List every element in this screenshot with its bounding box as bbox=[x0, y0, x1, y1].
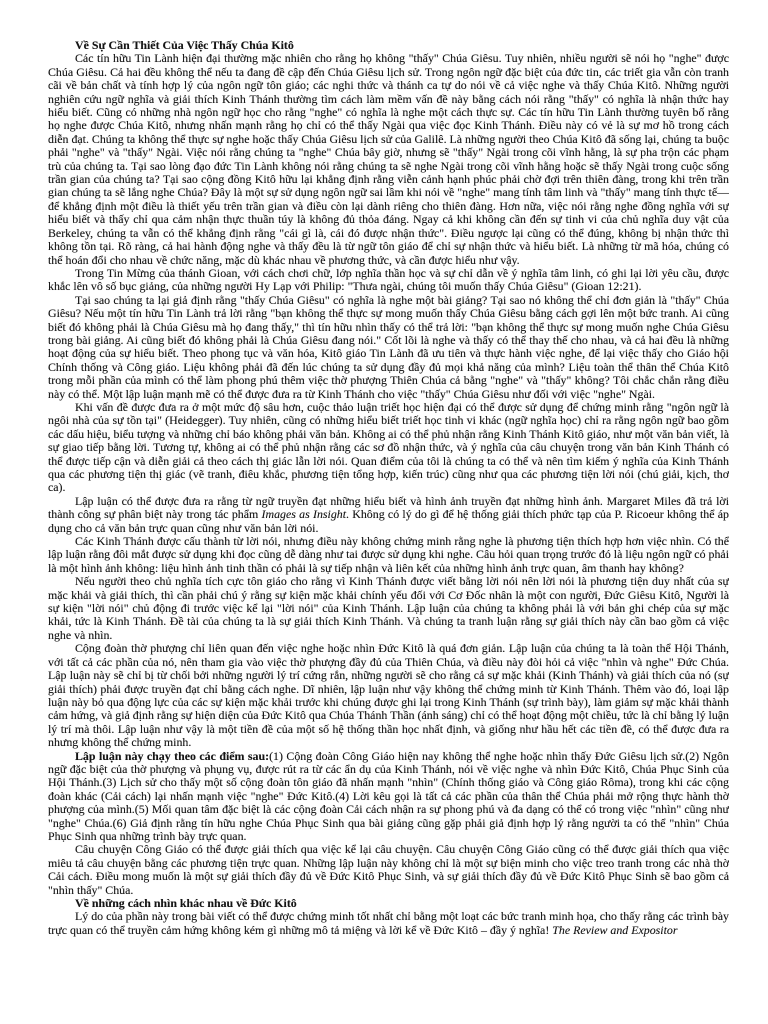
paragraph-text: (1) Cộng đoàn Công Giáo hiện nay không thể nghe hoặc nhìn thấy Đức Giêsu lịch sử.(2) Ngôn ngữ đặc biệt của thờ phượng và phụng vụ, được rút ra từ các ẩn dụ của Kinh Thánh, nói về việc nghe và nhìn Đức Kitô, Chúa Phục Sinh của Hội Thánh.(3) Lịch sử cho thấy một số cộng đoàn tôn giáo đã nhấn mạnh "nhìn" (Chính thống giáo và Công giáo Rôma), trong khi các cộng đoàn khác (Cải cách) lại nhấn mạnh việc "nghe" Đức Kitô.(4) Lời kêu gọi là tất cả các phần của thân thể Chúa phải mở rộng thực hành thờ phượng của mình.(5) Mối quan tâm đặc biệt là các cộng đoàn Cải cách nhận ra sự phong phú và đa dạng có thể có trong việc "nhìn" cũng như "nghe" Chúa.(6) Giả định rằng tín hữu nghe Chúa Phục Sinh qua bài giảng cũng gặp phải giả định hợp lý rằng người ta có thể "nhìn" Chúa Phục Sinh qua những trình bày trực quan. bbox=[48, 748, 729, 843]
paragraph bbox=[48, 495, 729, 535]
journal-title: The Review and Expositor bbox=[552, 922, 678, 937]
paragraph: Câu chuyện Công Giáo có thể được giải thích qua việc kể lại câu chuyện. Câu chuyện Công Giáo cũng có thể được giải thích qua việc miêu tả câu chuyện bằng các phương tiện trực quan. Những lập luận này không chỉ là một sự biện minh cho việc treo tranh trong các nhà thờ Cải cách. Điều mong muốn là một sự giải thích đầy đủ về Đức Kitô Phục Sinh, và sự giải thích đầy đủ về Đức Kitô Phục Sinh sẽ bao gồm cả "nhìn thấy" Chúa. bbox=[48, 842, 729, 897]
paragraph-lead: Lập luận này chạy theo các điểm sau: bbox=[75, 748, 270, 763]
paragraph-text: . Không có lý do gì để hệ thống giải thích phức tạp của P. Ricoeur không thể áp dụng cho cả văn bản trực quan cũng như văn bản lời nói. bbox=[48, 507, 729, 535]
article-body bbox=[48, 39, 729, 937]
section-heading: Về những cách nhìn khác nhau về Đức Kitô bbox=[75, 896, 297, 910]
paragraph bbox=[48, 750, 729, 844]
paragraph: Tại sao chúng ta lại giả định rằng "thấy Chúa Giêsu" có nghĩa là nghe một bài giảng? Tại sao nó không thể chỉ đơn giản là "thấy" Chúa Giêsu? Nếu một tín hữu Tin Lành trả lời rằng "bạn không thể thực sự mong muốn thấy Chúa Giêsu bằng cách gợi lên một bức tranh. Ai cũng biết đó không phải là Chúa Giêsu mà họ đang thấy," thì tín hữu nhìn thấy có thể trả lời: "bạn không thể thực sự mong muốn nghe Chúa Giêsu trong bài giảng. Ai cũng biết đó không phải là Chúa Giêsu đang nói." Cốt lõi là nghe và thấy có thể thay thế cho nhau, và cả hai đều là những hoạt động của sự hiểu biết. Theo phong tục và văn hóa, Kitô giáo Tin Lành đã ưu tiên và thực hành việc nghe, để lại việc thấy cho Giáo hội Chính thống và Công giáo. Liệu không phải đã đến lúc chúng ta sử dụng đầy đủ mọi khả năng của mình? Liệu toàn thể thân thể Chúa Kitô trong mỗi phần của mình có thể làm phong phú thêm việc thờ phượng Thiên Chúa cả bằng "nghe" và "thấy" không? Tôi chắc chắn rằng điều này có thể. Một lập luận mạnh mẽ có thể được đưa ra từ Kinh Thánh cho việc "thấy" Chúa Giêsu như đối với việc "nghe" Ngài. bbox=[48, 292, 729, 401]
paragraph-text: Lập luận có thể được đưa ra rằng từ ngữ truyền đạt những hiểu biết và hình ảnh truyền đạt những hình ảnh. Margaret Miles đã trả lời thành công sự phân biệt này trong tác phẩm bbox=[48, 493, 729, 522]
paragraph: Trong Tin Mừng của thánh Gioan, với cách chơi chữ, lớp nghĩa thần học và sự chỉ dẫn về ý nghĩa tâm linh, có ghi lại lời yêu cầu, được khắc lên vô số bục giảng, của những người Hy Lạp với Philip: "Thưa ngài, chúng tôi muốn thấy Chúa Giêsu" (Gioan 12:21). bbox=[48, 265, 729, 294]
paragraph: Cộng đoàn thờ phượng chỉ liên quan đến việc nghe hoặc nhìn Đức Kitô là quá đơn giản. Lập luận của chúng ta là toàn thể Hội Thánh, với tất cả các phần của nó, nên tham gia vào việc thờ phượng đầy đủ của Thiên Chúa, và điều này đòi hỏi cả việc "nhìn và nghe" Đức Chúa. Lập luận này sẽ chỉ bị từ chối bởi những người lý trí cứng rắn, những người sẽ cho rằng cả sự mặc khải (Kinh Thánh) và giải thích của nó (sự giải thích) phải được truyền đạt chỉ bằng cách nghe. Dĩ nhiên, lập luận như vậy không thể chứng minh từ Kinh Thánh. Thêm vào đó, loại lập luận này bỏ qua động lực của các sự kiện mặc khải trước khi chúng được ghi lại trong Kinh Thánh (sự trình bày), làm giảm sự mặc khải thành cảm hứng, và giả định rằng sự hiện diện của Đức Kitô qua Chúa Thánh Thần (ánh sáng) chỉ có thể hoạt động một chiều, tức là chỉ bằng lý luận lý trí mà thôi. Lập luận như vậy là một tiền đề của một số hệ thống thần học nhất định, và giống như hầu hết các tiền đề, có thể được đưa ra nhưng không thể chứng minh. bbox=[48, 641, 729, 750]
paragraph: Các Kinh Thánh được cấu thành từ lời nói, nhưng điều này không chứng minh rằng nghe là phương tiện thích hợp hơn việc nhìn. Có thể lập luận rằng đôi mắt được sử dụng khi đọc cũng dễ dàng như tai được sử dụng khi nghe. Câu hỏi quan trọng trước đó là liệu ngôn ngữ có phải là một hình ảnh không: liệu hình ảnh tinh thần có phải là sự tiếp nhận và liên kết của những hình ảnh trực quan, âm thanh hay không? bbox=[48, 534, 729, 575]
paragraph: Nếu người theo chủ nghĩa tích cực tôn giáo cho rằng vì Kinh Thánh được viết bằng lời nói nên lời nói là phương tiện duy nhất của sự mặc khải và giải thích, thì cần phải chú ý rằng sự kiện mặc khải chính yếu đối với Cơ Đốc nhân là một con người, Đức Giêsu Kitô, Người là sự kiện "lời nói" chủ động đi trước việc kể lại "lời nói" của Kinh Thánh. Lập luận của chúng ta không phải là với bản ghi chép của sự mặc khải, tức là Kinh Thánh. Đề tài của chúng ta là sự giải thích Kinh Thánh. Và chúng ta tranh luận rằng sự giải thích này cần bao gồm cả việc nghe và nhìn. bbox=[48, 574, 729, 642]
paragraph: Khi vấn đề được đưa ra ở một mức độ sâu hơn, cuộc thảo luận triết học hiện đại có thể được sử dụng để chứng minh rằng "ngôn ngữ là ngôi nhà của sự tồn tại" (Heidegger). Tuy nhiên, cũng có những hiểu biết triết học tinh vi khác (ngữ nghĩa học) chỉ ra rằng ngôn ngữ bao gồm các dấu hiệu, biểu tượng và những chỉ báo không phải văn bản. Không ai có thể phủ nhận rằng Kinh Thánh Kitô giáo, như một văn bản viết, là sự giao tiếp bằng lời. Tương tự, không ai có thể phủ nhận rằng các sơ đồ nhận thức, và ý nghĩa của câu chuyện trong văn bản Kinh Thánh có thể được tiếp cận và diễn giải cả theo cách thị giác lẫn lời nói. Quan điểm của tôi là chúng ta có thể và nên tìm kiếm ý nghĩa của Kinh Thánh qua các phương tiện thị giác (vẽ tranh, điêu khắc, phương tiện tổng hợp, kiến trúc) cũng như qua các phương tiện lời nói (chú giải, kịch, thơ ca). bbox=[48, 399, 729, 495]
book-title: Images as Insight bbox=[261, 507, 347, 522]
paragraph bbox=[48, 910, 729, 937]
section-heading: Về Sự Cần Thiết Của Việc Thấy Chúa Kitô bbox=[75, 39, 294, 52]
paragraph: Các tín hữu Tin Lành hiện đại thường mặc nhiên cho rằng họ không "thấy" Chúa Giêsu. Tuy nhiên, nhiều người sẽ nói họ "nghe" được Chúa Giêsu. Cả hai đều không thể nếu ta đang đề cập đến Chúa Giêsu lịch sử. Trong ngôn ngữ đặc biệt của đức tin, các triết gia vẫn còn tranh cãi về bản chất và tính hợp lý của ngôn ngữ tôn giáo; các nghi thức và thánh ca tự do nói về cả việc nghe và thấy Chúa Kitô. Những người nghiên cứu ngữ nghĩa và giải thích Kinh Thánh thường tìm cách làm mềm vấn đề này bằng cách nói rằng "thấy" có nghĩa là nhận thức hay hiểu biết. Cũng có những nhà ngôn ngữ học cho rằng "nghe" có nghĩa là nghe một cách thực sự. Các tín hữu Tin Lành thường tuyên bố rằng họ nghe được Chúa Kitô, nhưng nhấn mạnh rằng họ chỉ có thể thấy Ngài qua việc đọc Kinh Thánh. Điều này có vẻ là sự mơ hồ trong cách diễn đạt. Chúng ta không thể thực sự nghe hoặc thấy Chúa Giêsu lịch sử của Galilê. Là những người theo Chúa Kitô đã sống lại, chúng ta buộc phải "nghe" và "thấy" Ngài. Việc nói rằng chúng ta "nghe" Chúa bây giờ, nhưng sẽ "thấy" Ngài trong cõi vĩnh hằng, là sự pha trộn các phạm trù của chúng ta. Tại sao lòng đạo đức Tin Lành không nói rằng chúng ta sẽ nghe Ngài trong cõi vĩnh hằng hoặc sẽ thấy Ngài trong cuộc sống trần gian của chúng ta? Tại sao cộng đồng Kitô hữu lại khẳng định rằng viễn cảnh hạnh phúc phải chờ đợi trên thiên đàng, trong khi trên trần gian chúng ta sẽ lắng nghe Chúa? Đây là một sự sử dụng ngôn ngữ sai lầm khi nói về "nghe" mang tính tâm linh và "thấy" mang tính thực tế—để khẳng định một điều là thiết yếu trên trần gian và điều còn lại dành riêng cho thiên đàng. Hơn nữa, việc nói rằng nghe đồng nghĩa với sự hiểu biết và thấy chỉ qua cảm nhận thực thuần túy là không đủ thỏa đáng. Ngay cả khi không cần đến sự tinh vi của chủ nghĩa duy vật của Berkeley, chúng ta vẫn có thể khẳng định rằng "cái gì là, cái đó được nhận thức". Điều ngược lại cũng có thể đúng, không bị nhận thức thì không tồn tại. Rõ ràng, cả hai hành động nghe và thấy đều là từ ngữ tôn giáo để chỉ sự nhận thức và hiểu biết. Là những từ mã hóa, chúng có thể hoán đổi cho nhau về chức năng, mặc dù khác nhau về phương thức, và cần được hiểu như vậy. bbox=[48, 51, 729, 267]
paragraph-text: Lý do của phần này trong bài viết có thể được chứng minh tốt nhất chỉ bằng một loạt các bức tranh minh họa, cho thấy rằng các trình bày trực quan có thể truyền cảm hứng không kém gì những mô tả miệng và lời kể về Đức Kitô – đầy ý nghĩa! bbox=[48, 909, 729, 937]
